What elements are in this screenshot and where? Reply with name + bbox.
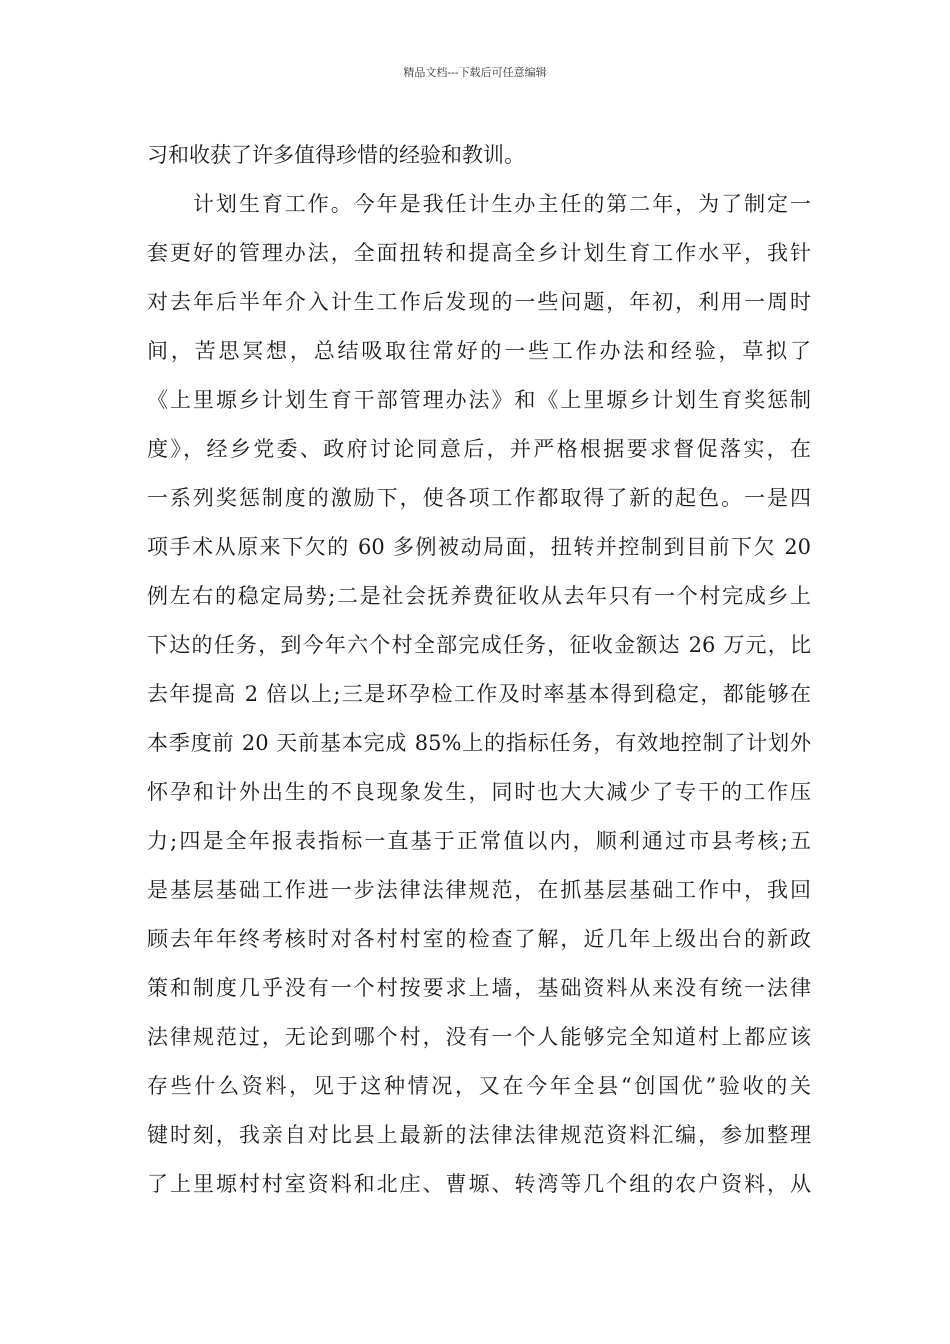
text-line: 间，苦思冥想，总结吸取往常好的一些工作办法和经验，草拟了 <box>147 339 811 363</box>
text-line: 存些什么资料，见于这种情况，又在今年全县“创国优”验收的关 <box>147 1074 811 1098</box>
text-line: 下达的任务，到今年六个村全部完成任务，征收金额达 26 万元，比 <box>147 633 811 657</box>
text-line: 怀孕和计外出生的不良现象发生，同时也大大减少了专干的工作压 <box>147 780 811 804</box>
text-line: 法律规范过，无论到哪个村，没有一个人能够完全知道村上都应该 <box>147 1025 811 1049</box>
text-line: 《上里塬乡计划生育干部管理办法》和《上里塬乡计划生育奖惩制 <box>147 388 811 412</box>
page-header: 精品文档---下载后可任意编辑 <box>403 66 547 79</box>
text-line: 套更好的管理办法，全面扭转和提高全乡计划生育工作水平，我针 <box>147 241 811 265</box>
text-line: 是基层基础工作进一步法律法律规范，在抓基层基础工作中，我回 <box>147 878 811 902</box>
text-line: 了上里塬村村室资料和北庄、曹塬、转湾等几个组的农户资料，从 <box>147 1172 811 1196</box>
text-line: 对去年后半年介入计生工作后发现的一些问题，年初，利用一周时 <box>147 290 811 314</box>
text-line: 项手术从原来下欠的 60 多例被动局面，扭转并控制到目前下欠 20 <box>147 535 811 559</box>
text-line: 键时刻，我亲自对比县上最新的法律法律规范资料汇编，参加整理 <box>147 1123 811 1147</box>
text-line: 计划生育工作。今年是我任计生办主任的第二年，为了制定一 <box>147 192 811 216</box>
text-line: 去年提高 2 倍以上;三是环孕检工作及时率基本得到稳定，都能够在 <box>147 682 811 706</box>
body-text <box>147 131 811 1209</box>
text-line: 本季度前 20 天前基本完成 85%上的指标任务，有效地控制了计划外 <box>147 731 811 755</box>
text-line: 力;四是全年报表指标一直基于正常值以内，顺利通过市县考核;五 <box>147 829 811 853</box>
text-line: 策和制度几乎没有一个村按要求上墙，基础资料从来没有统一法律 <box>147 976 811 1000</box>
text-line: 例左右的稳定局势;二是社会抚养费征收从去年只有一个村完成乡上 <box>147 584 811 608</box>
text-line: 习和收获了许多值得珍惜的经验和教训。 <box>147 143 525 167</box>
text-line: 度》，经乡党委、政府讨论同意后，并严格根据要求督促落实，在 <box>147 437 811 461</box>
text-line: 顾去年年终考核时对各村村室的检查了解，近几年上级出台的新政 <box>147 927 811 951</box>
text-line: 一系列奖惩制度的激励下，使各项工作都取得了新的起色。一是四 <box>147 486 811 510</box>
